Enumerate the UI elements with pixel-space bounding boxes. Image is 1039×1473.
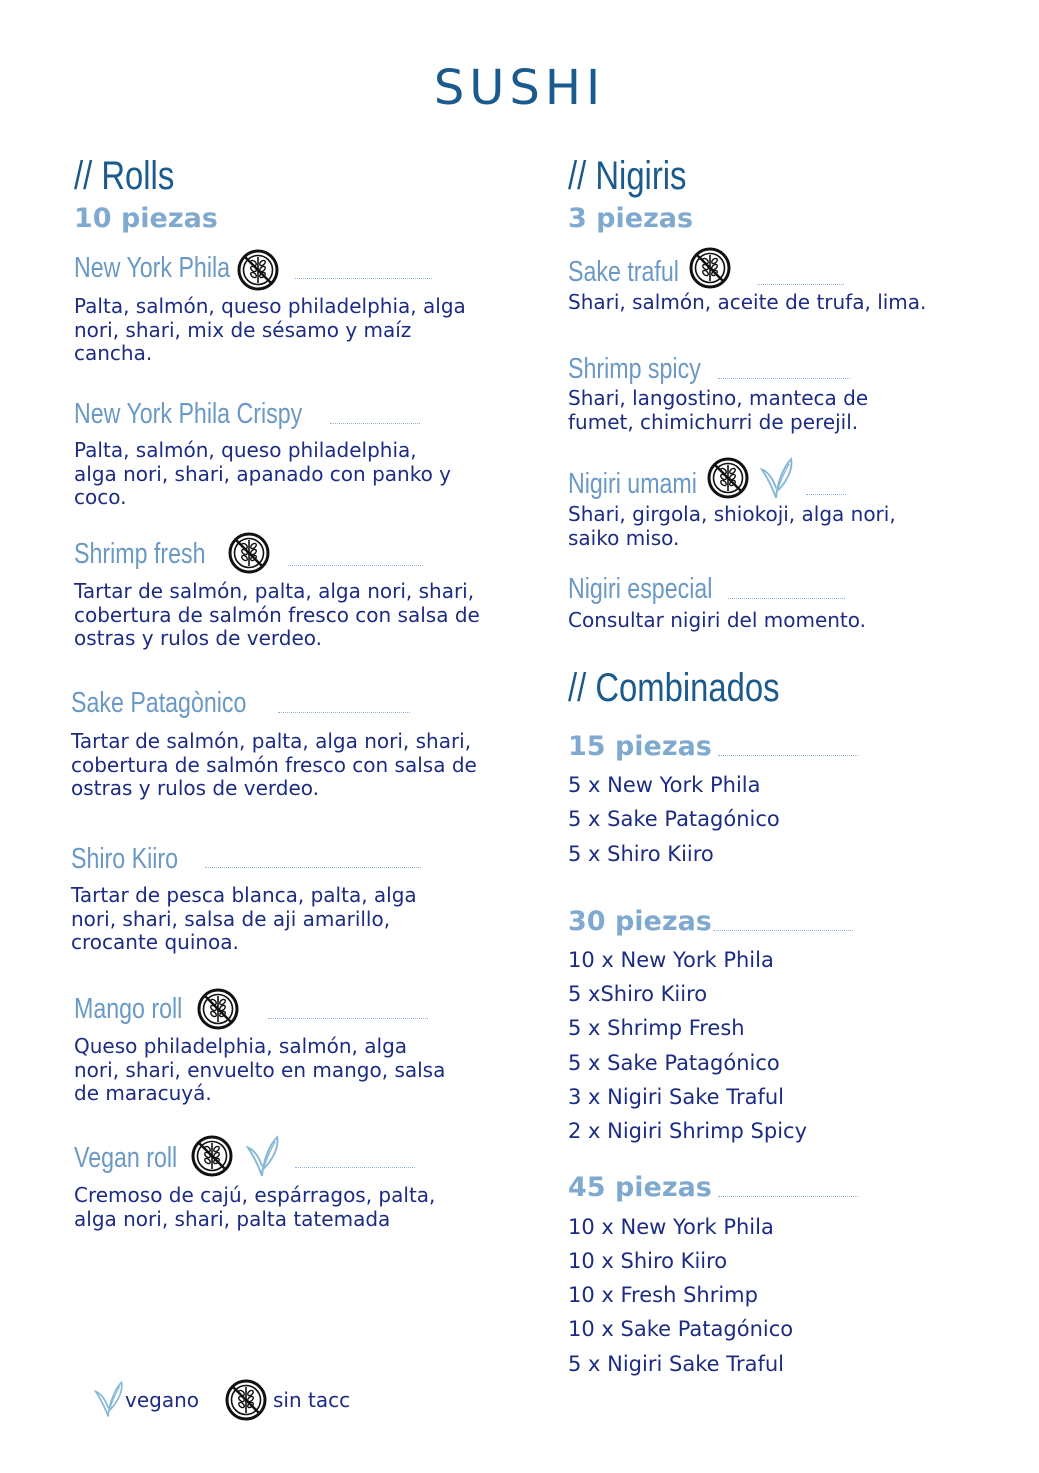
legend-gluten-free-label: sin tacc bbox=[273, 1388, 351, 1412]
combo-item: 5 x Shrimp Fresh bbox=[568, 1016, 745, 1040]
gluten-free-icon bbox=[707, 457, 749, 499]
vegan-leaf-icon bbox=[760, 455, 794, 501]
roll-desc-shiro-kiiro: Tartar de pesca blanca, palta, alga nori, shari, salsa de aji amarillo, crocante quinoa. bbox=[71, 883, 417, 954]
roll-name-mango-roll: Mango roll bbox=[74, 993, 183, 1025]
combo-pieces-30: 30 piezas bbox=[568, 906, 712, 937]
rolls-heading: // Rolls bbox=[74, 154, 175, 198]
leader-dots bbox=[278, 712, 410, 713]
roll-name-sake-patagonico: Sake Patagònico bbox=[71, 687, 247, 719]
combo-item: 3 x Nigiri Sake Traful bbox=[568, 1085, 784, 1109]
leader-dots bbox=[268, 1018, 428, 1019]
combo-item: 5 x Sake Patagónico bbox=[568, 807, 780, 831]
nigiri-desc-sake-traful: Shari, salmón, aceite de trufa, lima. bbox=[568, 290, 927, 314]
combo-item: 5 x Nigiri Sake Traful bbox=[568, 1352, 784, 1376]
roll-name-new-york-phila: New York Phila bbox=[74, 252, 231, 284]
nigiris-pieces: 3 piezas bbox=[568, 203, 694, 234]
combinados-heading: // Combinados bbox=[568, 666, 780, 710]
leader-dots bbox=[757, 284, 844, 285]
roll-desc-sake-patagonico: Tartar de salmón, palta, alga nori, shari, cobertura de salmón fresco con salsa de ostras y rulos de verdeo. bbox=[71, 729, 477, 800]
roll-desc-new-york-phila: Palta, salmón, queso philadelphia, alga nori, shari, mix de sésamo y maíz cancha. bbox=[74, 294, 466, 365]
leader-dots bbox=[205, 867, 421, 868]
leader-dots bbox=[295, 278, 432, 279]
roll-name-shiro-kiiro: Shiro Kiiro bbox=[71, 843, 179, 875]
combo-item: 10 x New York Phila bbox=[568, 1215, 774, 1239]
combo-item: 5 x Sake Patagónico bbox=[568, 1051, 780, 1075]
combo-item: 2 x Nigiri Shrimp Spicy bbox=[568, 1119, 808, 1143]
roll-desc-vegan-roll: Cremoso de cajú, espárragos, palta, alga nori, shari, palta tatemada bbox=[74, 1183, 436, 1231]
combo-item: 10 x New York Phila bbox=[568, 948, 774, 972]
leader-dots bbox=[713, 930, 853, 931]
nigiri-name-nigiri-especial: Nigiri especial bbox=[568, 573, 713, 605]
leader-dots bbox=[288, 565, 423, 566]
combo-item: 5 xShiro Kiiro bbox=[568, 982, 708, 1006]
legend-vegan-label: vegano bbox=[125, 1388, 200, 1412]
leader-dots bbox=[806, 494, 846, 495]
combo-item: 5 x New York Phila bbox=[568, 773, 761, 797]
combo-pieces-15: 15 piezas bbox=[568, 731, 712, 762]
leader-dots bbox=[718, 1196, 858, 1197]
roll-desc-new-york-phila-crispy: Palta, salmón, queso philadelphia, alga nori, shari, apanado con panko y coco. bbox=[74, 438, 451, 509]
roll-name-vegan-roll: Vegan roll bbox=[74, 1142, 178, 1174]
nigiri-desc-nigiri-especial: Consultar nigiri del momento. bbox=[568, 608, 867, 632]
gluten-free-icon bbox=[689, 247, 731, 289]
gluten-free-icon bbox=[191, 1135, 233, 1177]
leader-dots bbox=[718, 755, 858, 756]
combo-pieces-45: 45 piezas bbox=[568, 1172, 712, 1203]
roll-name-shrimp-fresh: Shrimp fresh bbox=[74, 538, 206, 570]
nigiri-name-shrimp-spicy: Shrimp spicy bbox=[568, 353, 701, 385]
nigiri-desc-nigiri-umami: Shari, girgola, shiokoji, alga nori, saiko miso. bbox=[568, 502, 896, 550]
combo-item: 10 x Sake Patagónico bbox=[568, 1317, 794, 1341]
rolls-pieces: 10 piezas bbox=[74, 203, 218, 234]
roll-desc-shrimp-fresh: Tartar de salmón, palta, alga nori, shari, cobertura de salmón fresco con salsa de ostras y rulos de verdeo. bbox=[74, 579, 480, 650]
leader-dots bbox=[330, 423, 420, 424]
vegan-leaf-icon bbox=[246, 1133, 280, 1179]
leader-dots bbox=[718, 378, 850, 379]
roll-desc-mango-roll: Queso philadelphia, salmón, alga nori, shari, envuelto en mango, salsa de maracuyá. bbox=[74, 1034, 446, 1105]
nigiri-desc-shrimp-spicy: Shari, langostino, manteca de fumet, chimichurri de perejil. bbox=[568, 386, 869, 434]
gluten-free-icon bbox=[228, 532, 270, 574]
roll-name-new-york-phila-crispy: New York Phila Crispy bbox=[74, 398, 303, 430]
nigiri-name-nigiri-umami: Nigiri umami bbox=[568, 468, 697, 500]
gluten-free-icon bbox=[237, 249, 279, 291]
gluten-free-icon bbox=[225, 1379, 267, 1421]
combo-item: 5 x Shiro Kiiro bbox=[568, 842, 714, 866]
combo-item: 10 x Fresh Shrimp bbox=[568, 1283, 758, 1307]
leader-dots bbox=[728, 598, 845, 599]
vegan-leaf-icon bbox=[94, 1379, 124, 1419]
page-title: SUSHI bbox=[433, 60, 606, 116]
nigiri-name-sake-traful: Sake traful bbox=[568, 256, 679, 288]
nigiris-heading: // Nigiris bbox=[568, 154, 687, 198]
combo-item: 10 x Shiro Kiiro bbox=[568, 1249, 728, 1273]
leader-dots bbox=[295, 1167, 415, 1168]
gluten-free-icon bbox=[197, 988, 239, 1030]
